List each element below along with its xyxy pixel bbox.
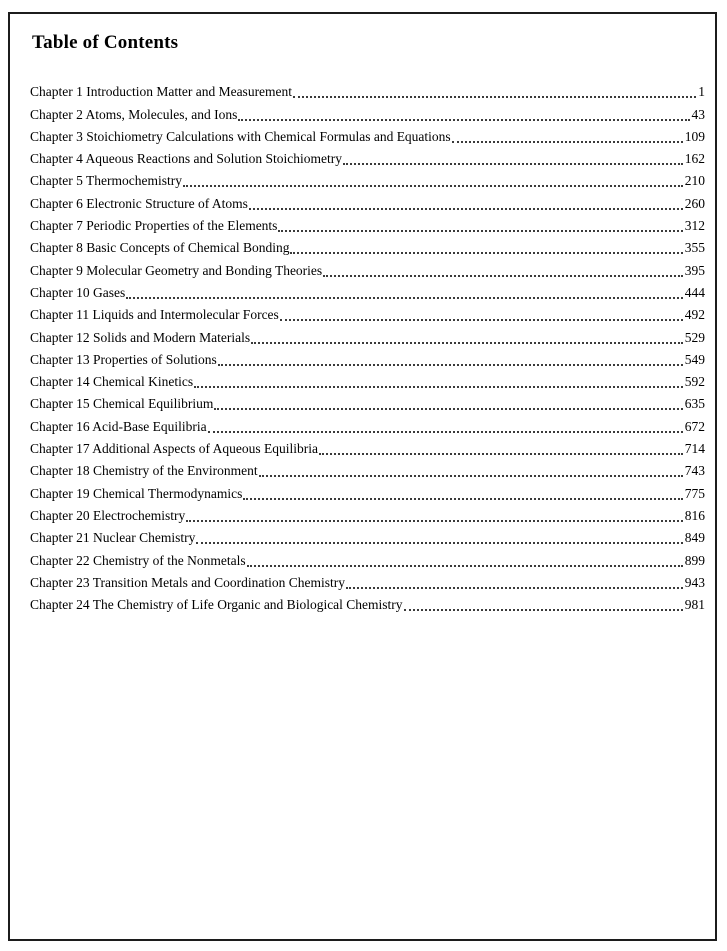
toc-entry <box>30 348 705 370</box>
toc-entry-page: 109 <box>684 128 705 144</box>
toc-entry-label: Chapter 17 Additional Aspects of Aqueous Equilibria <box>30 441 318 457</box>
toc-entry-page: 981 <box>684 597 705 613</box>
toc-entry-label: Chapter 22 Chemistry of the Nonmetals <box>30 552 246 568</box>
toc-entry-label: Chapter 13 Properties of Solutions <box>30 351 217 367</box>
toc-entry <box>30 80 705 102</box>
toc-entry-page: 210 <box>684 173 705 189</box>
toc-entry-label: Chapter 18 Chemistry of the Environment <box>30 463 258 479</box>
toc-entry-page: 943 <box>684 574 705 590</box>
toc-entry <box>30 370 705 392</box>
toc-entry-label: Chapter 8 Basic Concepts of Chemical Bonding <box>30 240 290 256</box>
toc-entry <box>30 481 705 503</box>
document-page <box>8 12 717 941</box>
dot-leader <box>218 364 683 366</box>
toc-entry <box>30 214 705 236</box>
toc-entry <box>30 414 705 436</box>
toc-entry-page: 849 <box>684 530 705 546</box>
toc-entry-label: Chapter 3 Stoichiometry Calculations with Chemical Formulas and Equations <box>30 128 451 144</box>
toc-entry <box>30 526 705 548</box>
dot-leader <box>196 542 682 544</box>
toc-entry-page: 395 <box>684 262 705 278</box>
toc-entry-label: Chapter 24 The Chemistry of Life Organic and Biological Chemistry <box>30 597 403 613</box>
toc-entry <box>30 169 705 191</box>
dot-leader <box>290 252 682 254</box>
toc-entry-label: Chapter 4 Aqueous Reactions and Solution Stoichiometry <box>30 151 342 167</box>
toc-entry <box>30 102 705 124</box>
dot-leader <box>126 297 683 299</box>
dot-leader <box>208 431 683 433</box>
toc-entry-page: 899 <box>684 552 705 568</box>
toc-entry-page: 492 <box>684 307 705 323</box>
toc-entry-label: Chapter 19 Chemical Thermodynamics <box>30 485 243 501</box>
toc-entry <box>30 147 705 169</box>
dot-leader <box>323 275 683 277</box>
toc-entry <box>30 325 705 347</box>
toc-entry <box>30 281 705 303</box>
toc-entry-page: 43 <box>691 106 705 122</box>
page-content <box>10 14 715 615</box>
toc-entry <box>30 593 705 615</box>
toc-entry-page: 714 <box>684 441 705 457</box>
toc-entry-page: 775 <box>684 485 705 501</box>
toc-entry-page: 162 <box>684 151 705 167</box>
toc-entry-page: 355 <box>684 240 705 256</box>
toc-entry-label: Chapter 5 Thermochemistry <box>30 173 182 189</box>
dot-leader <box>319 453 683 455</box>
toc-entry <box>30 258 705 280</box>
toc-entry <box>30 548 705 570</box>
toc-entry <box>30 125 705 147</box>
toc-entry-page: 1 <box>698 84 705 100</box>
dot-leader <box>214 408 682 410</box>
toc-entry-page: 312 <box>684 218 705 234</box>
toc-entry <box>30 571 705 593</box>
dot-leader <box>183 185 683 187</box>
dot-leader <box>278 230 682 232</box>
toc-entry <box>30 191 705 213</box>
dot-leader <box>186 520 683 522</box>
dot-leader <box>280 319 683 321</box>
toc-entry-label: Chapter 21 Nuclear Chemistry <box>30 530 196 546</box>
toc-entry-label: Chapter 16 Acid-Base Equilibria <box>30 418 207 434</box>
toc-entry-label: Chapter 23 Transition Metals and Coordination Chemistry <box>30 574 345 590</box>
toc-entry-page: 529 <box>684 329 705 345</box>
toc-entry <box>30 459 705 481</box>
dot-leader <box>243 498 682 500</box>
dot-leader <box>238 119 689 121</box>
dot-leader <box>194 386 683 388</box>
toc-entry-page: 635 <box>684 396 705 412</box>
toc-entry-label: Chapter 12 Solids and Modern Materials <box>30 329 251 345</box>
dot-leader <box>293 96 696 98</box>
dot-leader <box>343 163 683 165</box>
dot-leader <box>247 565 683 567</box>
toc-entry <box>30 236 705 258</box>
toc-entry-label: Chapter 6 Electronic Structure of Atoms <box>30 195 248 211</box>
toc-entry-label: Chapter 15 Chemical Equilibrium <box>30 396 214 412</box>
toc-entry-label: Chapter 20 Electrochemistry <box>30 507 186 523</box>
toc-entry <box>30 303 705 325</box>
page-title: Table of Contents <box>32 32 179 53</box>
toc-list <box>30 80 705 615</box>
toc-entry-page: 592 <box>684 374 705 390</box>
toc-entry-label: Chapter 7 Periodic Properties of the Elements <box>30 218 278 234</box>
toc-entry-label: Chapter 11 Liquids and Intermolecular Forces <box>30 307 279 323</box>
toc-entry <box>30 504 705 526</box>
toc-entry <box>30 392 705 414</box>
toc-entry-label: Chapter 9 Molecular Geometry and Bonding Theories <box>30 262 323 278</box>
dot-leader <box>452 141 683 143</box>
toc-entry-page: 260 <box>684 195 705 211</box>
toc-entry-page: 743 <box>684 463 705 479</box>
dot-leader <box>346 587 683 589</box>
toc-entry-page: 672 <box>684 418 705 434</box>
toc-entry-page: 444 <box>684 284 705 300</box>
toc-entry-page: 549 <box>684 351 705 367</box>
toc-entry-label: Chapter 14 Chemical Kinetics <box>30 374 194 390</box>
toc-entry-page: 816 <box>684 507 705 523</box>
toc-entry-label: Chapter 2 Atoms, Molecules, and Ions <box>30 106 238 122</box>
dot-leader <box>251 342 683 344</box>
dot-leader <box>259 475 683 477</box>
dot-leader <box>404 609 683 611</box>
dot-leader <box>249 208 683 210</box>
toc-entry-label: Chapter 10 Gases <box>30 284 126 300</box>
toc-entry-label: Chapter 1 Introduction Matter and Measurement <box>30 84 293 100</box>
toc-entry <box>30 437 705 459</box>
